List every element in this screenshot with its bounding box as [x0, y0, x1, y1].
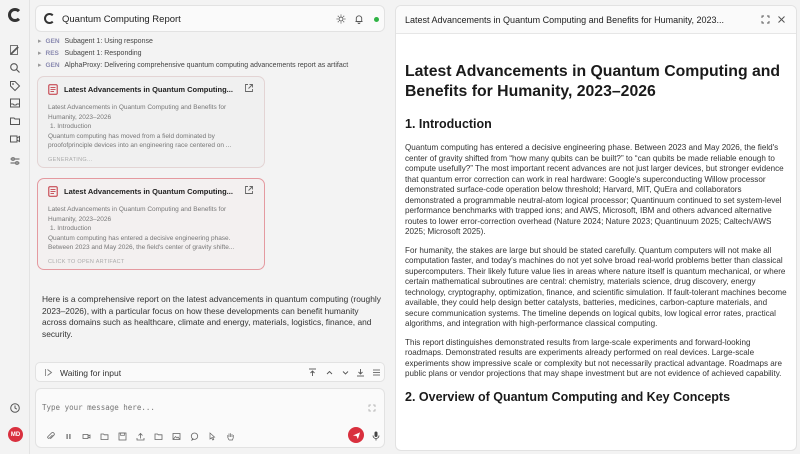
folder-icon[interactable]: [9, 115, 21, 127]
save-icon[interactable]: [118, 432, 127, 441]
status-text: Waiting for input: [60, 368, 122, 378]
log-line: ▸ GEN AlphaProxy: Delivering comprehensive quantum computing advancements report as artifact: [38, 62, 349, 69]
chevron-down-icon[interactable]: [341, 368, 350, 377]
artifact-card-title: Latest Advancements in Quantum Computing...: [64, 187, 233, 196]
assistant-message: Here is a comprehensive report on the latest advancements in quantum computing (roughly 2023–2026), with a particular focus on how these developments can benefit humanity across domains such as healthcare, climate and energy, materials, logistics, finance, and security.: [42, 294, 381, 339]
report-logo-icon: [44, 13, 55, 24]
folder-icon[interactable]: [154, 432, 163, 441]
paragraph: This report distinguishes demonstrated results from large-scale experiments and forward-looking roadmaps. Demonstrated results are experiments already performed on real devices. Large-scale experiments show impressive scale or complexity but not necessarily practical advantage. Roadmaps are public plans or vendor projections that may shape investment but are not evidence of achieved capability.: [405, 337, 782, 378]
artifact-panel: [395, 5, 797, 451]
artifact-panel-title: Latest Advancements in Quantum Computing and Benefits for Humanity, 2023...: [405, 15, 725, 25]
status-dot: [374, 17, 379, 22]
scroll-top-icon[interactable]: [308, 368, 317, 377]
history-icon[interactable]: [9, 402, 21, 414]
microphone-icon[interactable]: [372, 431, 380, 441]
artifact-panel-header: [396, 6, 796, 34]
tag-icon[interactable]: [9, 80, 21, 92]
open-external-icon[interactable]: [244, 83, 254, 93]
fullscreen-icon[interactable]: [761, 15, 770, 24]
section-heading: 2. Overview of Quantum Computing and Key Concepts: [405, 389, 731, 404]
artifact-card-generating[interactable]: [37, 76, 265, 168]
sliders-icon[interactable]: [9, 155, 21, 167]
artifact-card-status: GENERATING...: [48, 157, 93, 163]
scroll-bottom-icon[interactable]: [356, 368, 365, 377]
step-icon: [44, 368, 53, 377]
artifact-card-preview: Latest Advancements in Quantum Computing and Benefits for Humanity, 2023–2026 1. Introduction Quantum computing has entered a decisive engineering phase. Between 2023 and May 2026, the field's center of gravity shifte...: [48, 206, 235, 252]
expand-icon[interactable]: [368, 404, 376, 412]
paragraph: For humanity, the stakes are large but should be stated carefully. Quantum computers will not make all computation faster, and today's machines do not yet solve broad real-world problems better than classical supercomputers. Their likely future value lies in areas where nature itself is quantum mechanical, or where certain mathematical subroutines are central: chemistry, materials science, drug discovery, energy technology, cryptography, optimization, finance, and scientific simulation. If fault-tolerant machines become available, they could help design better catalysts, batteries, medicines, carbon-capture materials, and secure communication systems. The timeline depends on logical qubits, low logical error rates, practical algorithms, and integration with high-performance classical computing.: [405, 245, 787, 328]
image-icon[interactable]: [172, 432, 181, 441]
video-icon[interactable]: [9, 133, 21, 145]
artifact-card-ready[interactable]: [37, 178, 265, 270]
chevron-up-icon[interactable]: [325, 368, 334, 377]
search-icon[interactable]: [9, 62, 21, 74]
artifact-card-status: CLICK TO OPEN ARTIFACT: [48, 259, 125, 265]
attach-icon[interactable]: [46, 432, 55, 441]
paragraph: Quantum computing has entered a decisive engineering phase. Between 2023 and May 2026, the field's center of gravity shifted from “how many qubits can be built?” to “can qubits be made reliable enough to compute usefully?” The most important recent advances are not just larger devices, but stronger evidence that quantum error correction can work in real hardware: Google's superconducting Willow processor demonstrated surface-code operation below threshold; Harvard, MIT, QuEra and collaborators demonstrated a programmable neutral-atom logical processor; Quantinuum continued to set system-level performance benchmarks with trapped ions; and AWS, Microsoft, IBM and others advanced alternative routes to lower error-correction overhead (Nature 2024; Nature 2023; Quantinuum 2025; Caltech/AWS 2025; Microsoft 2025).: [405, 143, 784, 236]
artifact-card-preview: Latest Advancements in Quantum Computing and Benefits for Humanity, 2023–2026 1. Introduction Quantum computing has moved from a field dominated by proofofprinciple devices into an engineering race centered on ...: [48, 104, 232, 150]
log-line: ▸ GEN Subagent 1: Using response: [38, 38, 153, 45]
close-icon[interactable]: [777, 15, 786, 24]
filter-icon[interactable]: [372, 368, 381, 377]
app-logo-icon[interactable]: [8, 8, 22, 22]
edit-icon[interactable]: [9, 44, 21, 56]
artifact-card-title: Latest Advancements in Quantum Computing...: [64, 85, 233, 94]
upload-icon[interactable]: [136, 432, 145, 441]
hand-icon[interactable]: [226, 432, 235, 441]
folder-open-icon[interactable]: [100, 432, 109, 441]
inbox-icon[interactable]: [9, 97, 21, 109]
chat-title: Quantum Computing Report: [62, 14, 181, 25]
document-icon: [48, 186, 58, 197]
sun-icon[interactable]: [336, 14, 346, 24]
chat-column: [30, 0, 388, 454]
camera-icon[interactable]: [82, 432, 91, 441]
open-external-icon[interactable]: [244, 185, 254, 195]
left-rail: [0, 0, 30, 454]
section-heading: 1. Introduction: [405, 117, 492, 131]
send-button[interactable]: [348, 427, 364, 443]
document-title: Latest Advancements in Quantum Computing and Benefits for Humanity, 2023–2026: [405, 63, 781, 100]
chat-bubble-icon[interactable]: [190, 432, 199, 441]
user-avatar[interactable]: MD: [8, 427, 23, 442]
pointer-icon[interactable]: [208, 432, 217, 441]
log-line: ▸ RES Subagent 1: Responding: [38, 50, 142, 57]
artifact-document: [405, 62, 789, 416]
bell-icon[interactable]: [354, 14, 364, 24]
pause-icon[interactable]: [64, 432, 73, 441]
message-composer: [35, 388, 385, 448]
status-bar: [35, 362, 385, 382]
chat-header: [35, 5, 385, 32]
document-icon: [48, 84, 58, 95]
message-input[interactable]: [42, 403, 342, 412]
